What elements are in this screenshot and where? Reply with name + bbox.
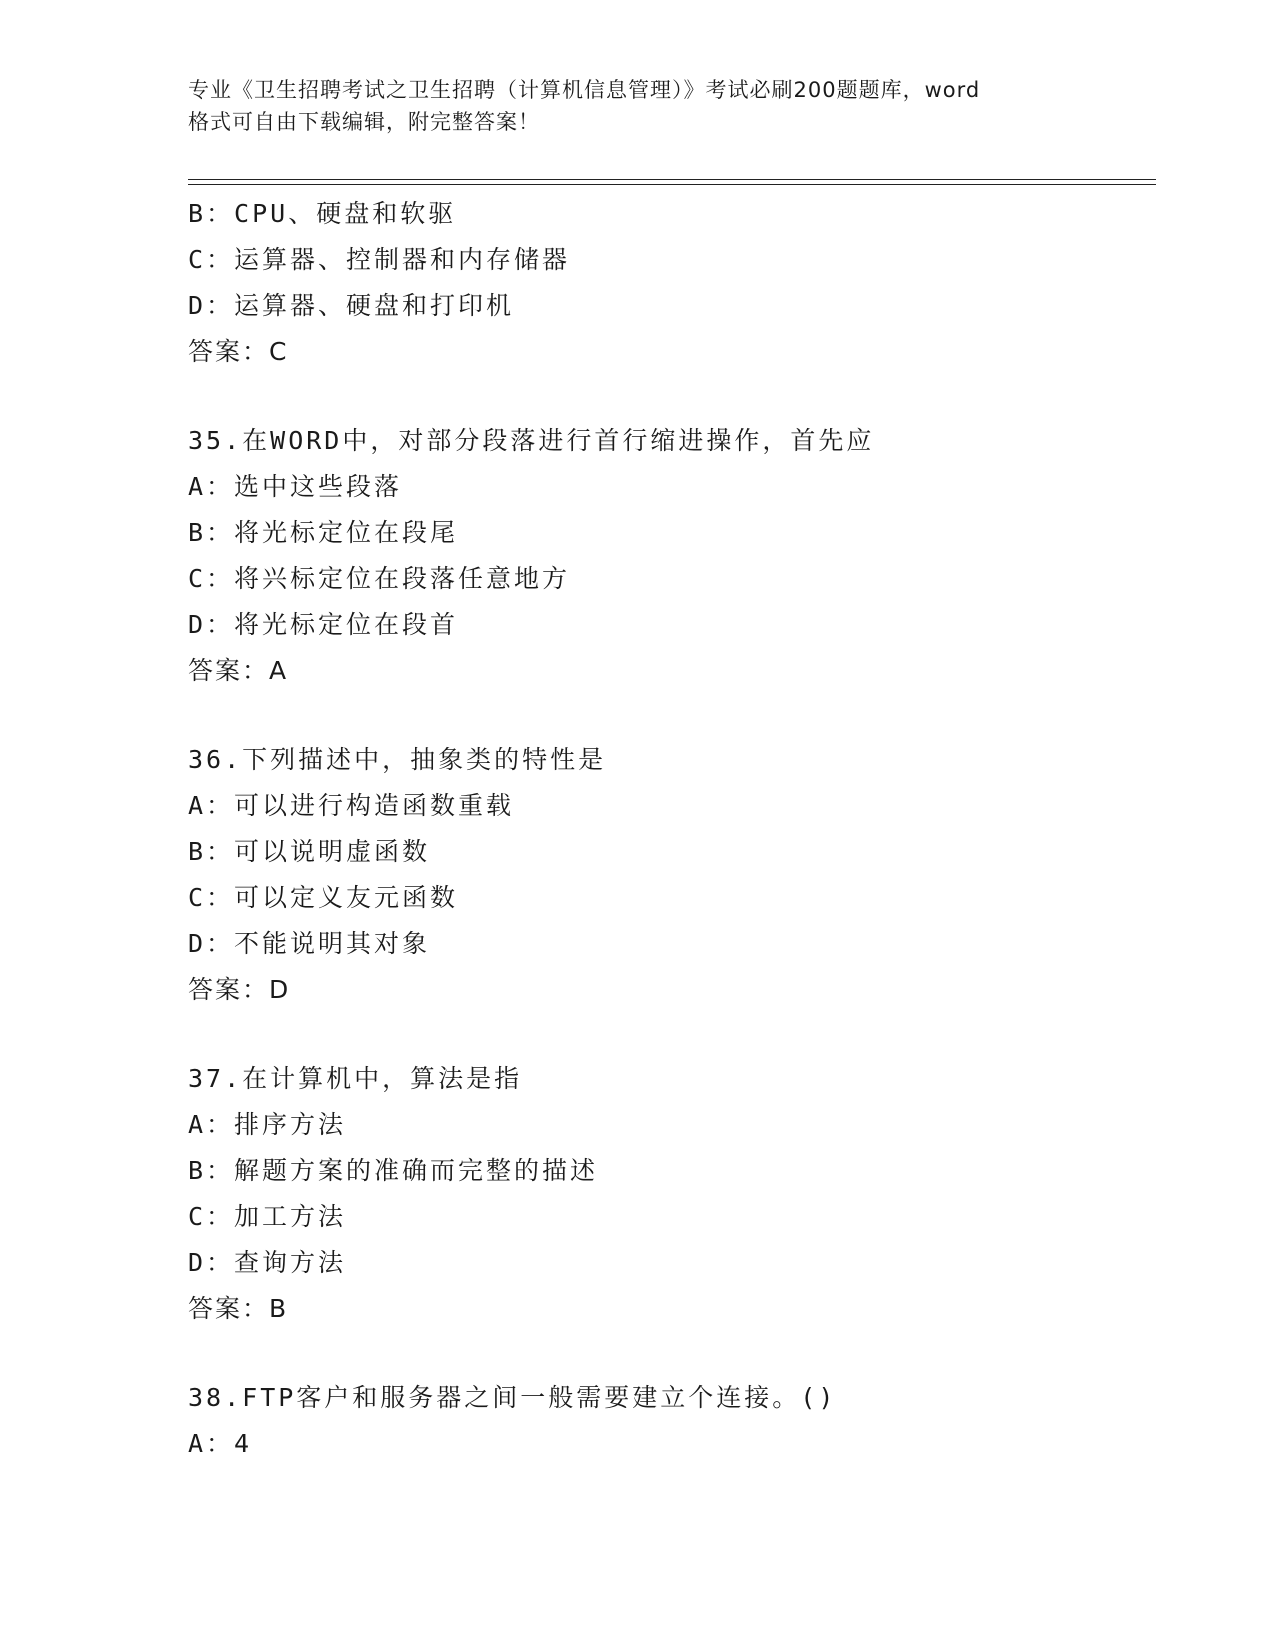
option-d: D：运算器、硬盘和打印机 xyxy=(188,291,515,320)
option-a: A：选中这些段落 xyxy=(188,472,403,501)
spacer xyxy=(188,375,1148,418)
header-line-1: 专业《卫生招聘考试之卫生招聘（计算机信息管理）》考试必刷200题题库，word xyxy=(188,78,981,102)
option-b: B：可以说明虚函数 xyxy=(188,837,431,866)
option-b: B：将光标定位在段尾 xyxy=(188,518,459,547)
header-line-2: 格式可自由下载编辑，附完整答案！ xyxy=(188,110,540,134)
answer: 答案：C xyxy=(188,337,289,366)
option-c: C：可以定义友元函数 xyxy=(188,883,459,912)
option-d: D：不能说明其对象 xyxy=(188,929,431,958)
option-b: B：解题方案的准确而完整的描述 xyxy=(188,1156,599,1185)
header-rule-bottom xyxy=(188,184,1156,185)
question-35 xyxy=(188,418,1148,694)
question-text: 36.下列描述中，抽象类的特性是 xyxy=(188,745,607,774)
question-list xyxy=(188,191,1148,1467)
question-text: 35.在WORD中，对部分段落进行首行缩进操作，首先应 xyxy=(188,426,875,455)
answer: 答案：A xyxy=(188,656,289,685)
option-a: A：4 xyxy=(188,1429,253,1458)
question-34 xyxy=(188,191,1148,375)
option-d: D：将光标定位在段首 xyxy=(188,610,459,639)
spacer xyxy=(188,1013,1148,1056)
option-c: C：将兴标定位在段落任意地方 xyxy=(188,564,571,593)
option-d: D：查询方法 xyxy=(188,1248,347,1277)
question-38 xyxy=(188,1375,1148,1467)
document-header xyxy=(188,74,1088,138)
spacer xyxy=(188,694,1148,737)
spacer xyxy=(188,1332,1148,1375)
answer: 答案：B xyxy=(188,1294,289,1323)
option-c: C：运算器、控制器和内存储器 xyxy=(188,245,571,274)
question-text: 37.在计算机中，算法是指 xyxy=(188,1064,523,1093)
option-a: A：可以进行构造函数重载 xyxy=(188,791,515,820)
option-c: C：加工方法 xyxy=(188,1202,347,1231)
option-b: B：CPU、硬盘和软驱 xyxy=(188,199,457,228)
answer: 答案：D xyxy=(188,975,291,1004)
question-37 xyxy=(188,1056,1148,1332)
header-rule-top xyxy=(188,179,1156,180)
option-a: A：排序方法 xyxy=(188,1110,347,1139)
question-36 xyxy=(188,737,1148,1013)
question-text: 38.FTP客户和服务器之间一般需要建立个连接。() xyxy=(188,1383,837,1412)
